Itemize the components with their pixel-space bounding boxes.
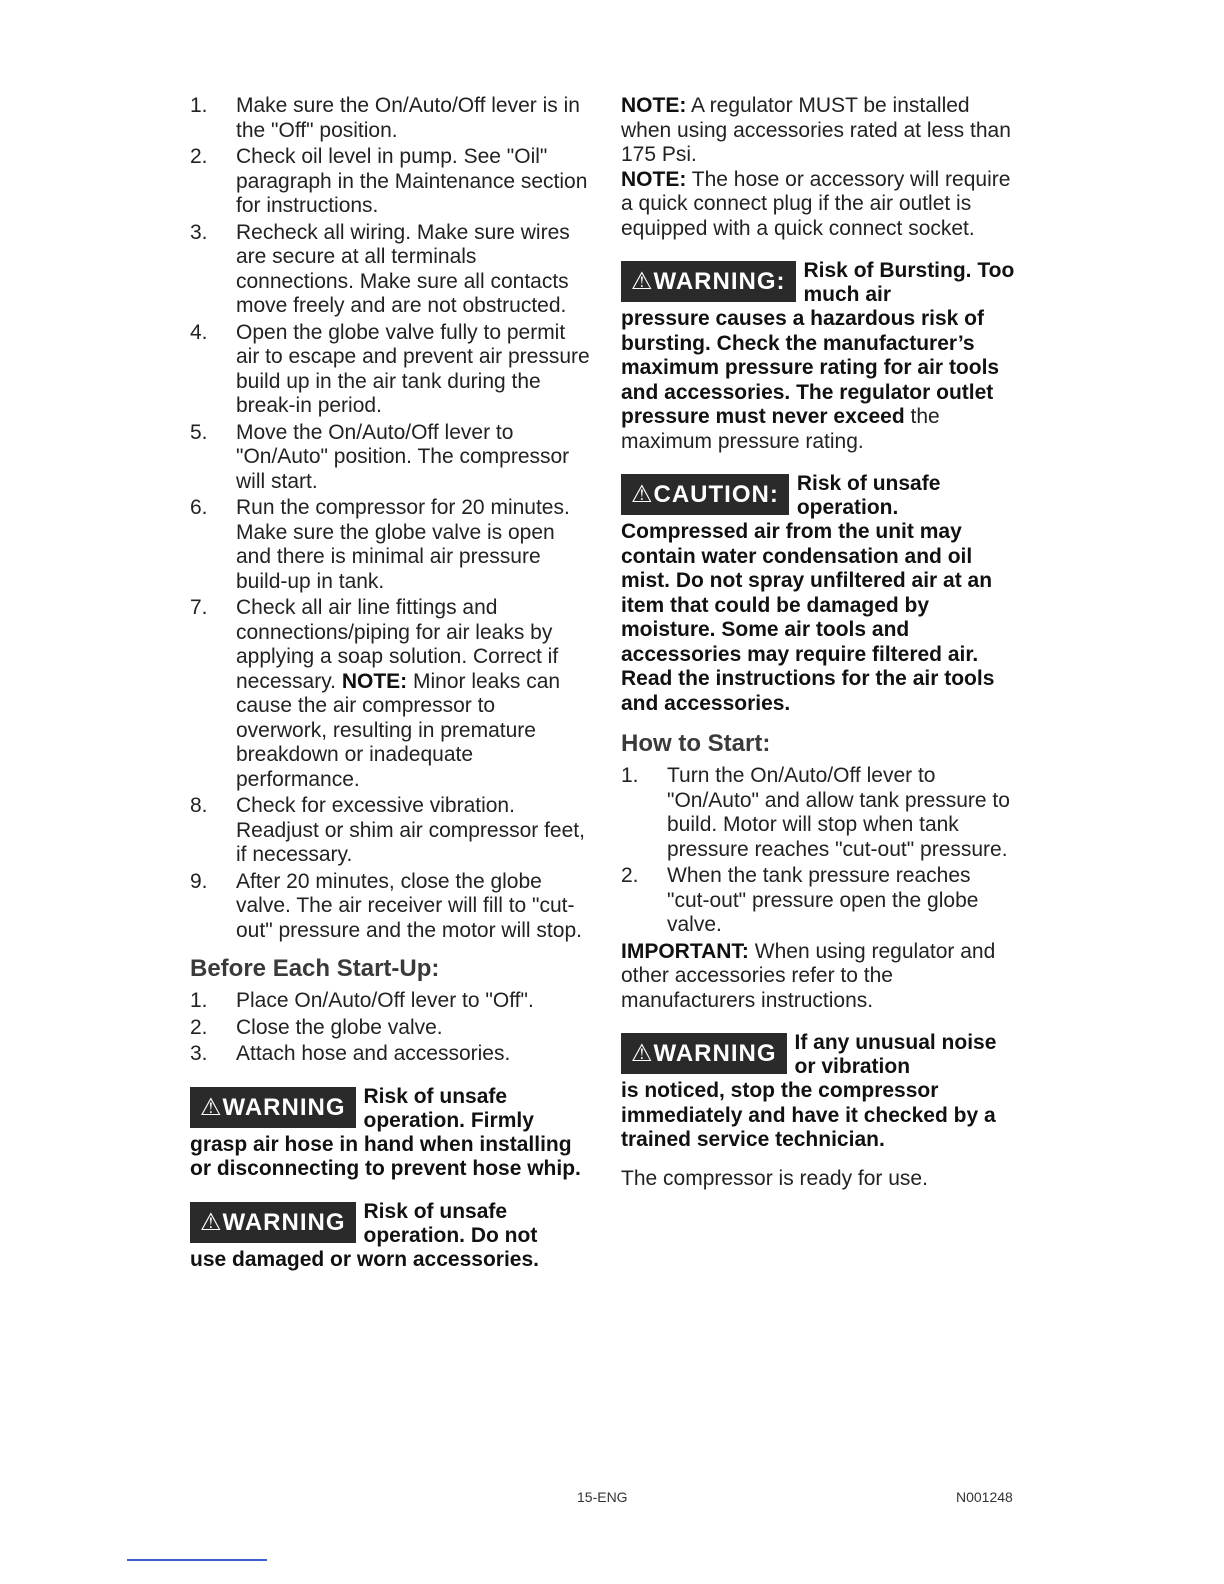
step-text: When the tank pressure reaches "cut-out" pressure open the globe valve. — [667, 864, 979, 936]
list-item — [190, 221, 590, 319]
note-label: NOTE: — [621, 167, 687, 191]
step-text — [236, 596, 590, 792]
warning-badge: ⚠WARNING — [190, 1087, 356, 1128]
list-item — [190, 496, 590, 594]
note-label: NOTE: — [341, 669, 408, 693]
step-text: Make sure the On/Auto/Off lever is in the "Off" position. — [236, 94, 580, 142]
step-text: Check for excessive vibration. Readjust or shim air compressor feet, if necessary. — [236, 794, 585, 866]
warning-unusual-noise — [621, 1031, 1016, 1153]
step-text: Attach hose and accessories. — [236, 1042, 511, 1065]
warning-body: use damaged or worn accessories. — [190, 1247, 539, 1271]
ready-statement: The compressor is ready for use. — [621, 1166, 928, 1190]
warning-bursting — [621, 259, 1016, 454]
list-item — [190, 870, 590, 944]
warning-body-plain: the maximum pressure rating. — [621, 405, 940, 453]
important-note — [621, 940, 1016, 1014]
before-start-heading: Before Each Start-Up: — [190, 955, 440, 982]
step-text: Move the On/Auto/Off lever to "On/Auto" position. The compressor will start. — [236, 420, 570, 493]
startup-steps-list — [190, 94, 590, 943]
step-text: Open the globe valve fully to permit air to escape and prevent air pressure build up in the air tank during the break-in period. — [236, 320, 590, 417]
list-item — [190, 145, 590, 219]
caution-lead: Risk of unsafe operation. — [796, 472, 941, 519]
list-item — [190, 94, 590, 143]
step-number: 5. — [190, 420, 208, 444]
caution-badge: ⚠CAUTION: — [621, 474, 789, 515]
step-number: 1. — [190, 989, 208, 1012]
warning-hose-whip — [190, 1085, 590, 1182]
list-item — [190, 1042, 590, 1067]
note-text: A regulator MUST be installed when using accessories rated at less than 175 Psi. — [621, 94, 1011, 166]
how-to-start-heading: How to Start: — [621, 730, 771, 757]
important-text: When using regulator and other accessories refer to the manufacturers instructions. — [621, 939, 996, 1012]
list-item — [621, 764, 1016, 862]
quick-connect-note — [621, 168, 1016, 242]
step-text: Check oil level in pump. See "Oil" paragraph in the Maintenance section for instructions. — [236, 145, 588, 217]
warning-body-bold: pressure causes a hazardous risk of bursting. Check the manufacturer’s maximum pressure rating for air tools and accessories. The regulator outlet pressure must never exceed — [621, 307, 1000, 428]
step-text: After 20 minutes, close the globe valve. The air receiver will fill to "cut-out" pressure and the motor will stop. — [236, 869, 582, 942]
list-item — [190, 421, 590, 495]
warning-body — [621, 307, 1016, 454]
step-number: 7. — [190, 596, 208, 619]
how-to-start-list — [621, 764, 1016, 938]
left-column — [190, 94, 590, 1286]
list-item — [190, 321, 590, 419]
step-number: 9. — [190, 869, 208, 893]
right-column — [621, 94, 1016, 1191]
step-number: 1. — [621, 764, 639, 787]
warning-badge: ⚠WARNING — [621, 1033, 787, 1074]
note-text: The hose or accessory will require a quick connect plug if the air outlet is equipped with a quick connect socket. — [621, 167, 1011, 240]
step-text: Turn the On/Auto/Off lever to "On/Auto" and allow tank pressure to build. Motor will stop when tank pressure reaches "cut-out" pressure. — [667, 764, 1010, 861]
step-number: 1. — [190, 94, 208, 117]
step-number: 3. — [190, 1042, 208, 1065]
warning-badge: ⚠WARNING — [190, 1202, 356, 1243]
warning-lead: If any unusual noise or vibration — [794, 1031, 997, 1078]
step-number: 8. — [190, 794, 208, 817]
document-code: N001248 — [956, 1489, 1013, 1505]
warning-lead: Risk of unsafe operation. Firmly — [363, 1084, 534, 1132]
warning-lead: Risk of unsafe operation. Do not — [363, 1199, 538, 1247]
step-text-a: Check all air line fittings and connections/piping for air leaks by applying a soap solution. Correct if necessary. — [236, 596, 559, 693]
important-label: IMPORTANT: — [621, 939, 749, 963]
caution-unsafe-operation — [621, 472, 1016, 716]
warning-body: grasp air hose in hand when installing or disconnecting to prevent hose whip. — [190, 1132, 581, 1180]
warning-damaged-accessories — [190, 1200, 590, 1273]
list-item — [621, 864, 1016, 938]
step-number: 2. — [190, 145, 208, 168]
warning-lead: Risk of Bursting. Too much air — [803, 259, 1015, 306]
page-number: 15-ENG — [577, 1489, 628, 1505]
step-number: 6. — [190, 496, 208, 519]
step-number: 2. — [621, 864, 639, 887]
step-text: Place On/Auto/Off lever to "Off". — [236, 989, 534, 1012]
step-number: 4. — [190, 320, 208, 344]
step-number: 2. — [190, 1015, 208, 1039]
caution-body: Compressed air from the unit may contain water condensation and oil mist. Do not spray unfiltered air at an item that could be damaged by moisture. Some air tools and accessories may require filtered air. Read the instructions for the air tools and accessories. — [621, 520, 995, 715]
regulator-note — [621, 94, 1016, 168]
warning-body: is noticed, stop the compressor immediately and have it checked by a trained service technician. — [621, 1079, 996, 1151]
step-text: Close the globe valve. — [236, 1015, 443, 1039]
before-start-list — [190, 989, 590, 1067]
warning-badge: ⚠WARNING: — [621, 261, 796, 302]
step-text-b: Minor leaks can cause the air compressor to overwork, resulting in premature breakdown or inadequate performance. — [236, 669, 561, 791]
list-item — [190, 989, 590, 1014]
step-text: Run the compressor for 20 minutes. Make sure the globe valve is open and there is minimal air pressure build-up in tank. — [236, 496, 570, 593]
list-item — [190, 1016, 590, 1041]
list-item — [190, 596, 590, 792]
note-label: NOTE: — [621, 94, 687, 117]
step-text: Recheck all wiring. Make sure wires are secure at all terminals connections. Make sure all contacts move freely and are not obstructed. — [236, 220, 570, 317]
footer-rule — [127, 1559, 267, 1561]
step-number: 3. — [190, 220, 208, 244]
list-item — [190, 794, 590, 868]
